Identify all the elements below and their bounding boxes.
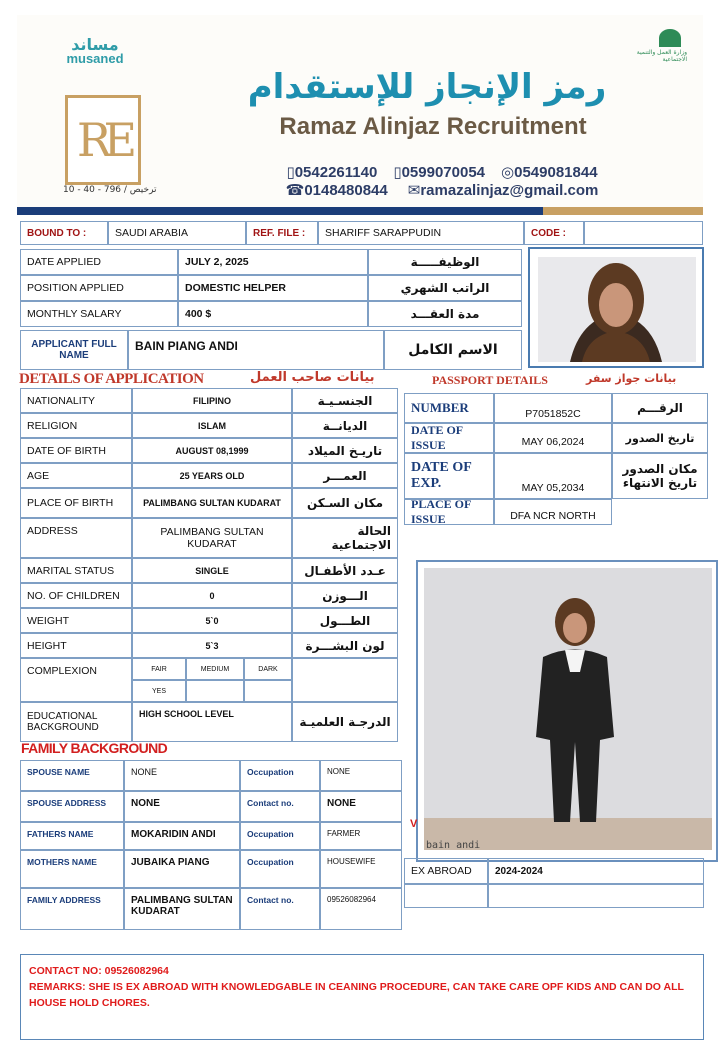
details-value: ISLAM	[132, 413, 292, 438]
family-sub-label: Contact no.	[240, 888, 320, 930]
family-sub-value: 09526082964	[320, 888, 402, 930]
details-value: 0	[132, 583, 292, 608]
phone-1: ▯0542261140	[286, 163, 378, 181]
details-ar-label: تاريـخ الميلاد	[292, 438, 398, 463]
passport-exp-ar	[612, 453, 708, 499]
details-label: ADDRESS	[20, 518, 132, 558]
date-applied-label: DATE APPLIED	[20, 249, 178, 275]
family-label: SPOUSE NAME	[20, 760, 124, 791]
contact-number: CONTACT NO: 09526082964	[29, 965, 169, 977]
details-value: 5`0	[132, 608, 292, 633]
family-value: JUBAIKA PIANG	[124, 850, 240, 888]
details-value: PALIMBANG SULTAN KUDARAT	[132, 488, 292, 518]
full-name-value: BAIN PIANG ANDI	[128, 330, 384, 370]
job-ar-label: الوظيفـــــة	[368, 249, 522, 275]
family-sub-value: FARMER	[320, 822, 402, 850]
details-value: AUGUST 08,1999	[132, 438, 292, 463]
bound-to-value: SAUDI ARABIA	[108, 221, 246, 245]
family-label: MOTHERS NAME	[20, 850, 124, 888]
details-value: PALIMBANG SULTAN KUDARAT	[132, 518, 292, 558]
telephone-icon: ☎	[285, 181, 305, 199]
education-value: HIGH SCHOOL LEVEL	[132, 702, 292, 742]
salary-ar-label: الراتب الشهري	[368, 275, 522, 301]
palm-icon	[659, 29, 681, 47]
salary-value: 400 $	[178, 301, 368, 327]
portrait-image	[530, 249, 702, 366]
email: ✉ramazalinjaz@gmail.com	[407, 181, 599, 199]
details-label: PLACE OF BIRTH	[20, 488, 132, 518]
complexion-ar-blank	[292, 658, 398, 702]
ex-abroad-empty-label	[404, 884, 488, 908]
family-sub-value: NONE	[320, 791, 402, 822]
family-sub-value: NONE	[320, 760, 402, 791]
license-text: 10 - 40 - 796 / ترخيص	[63, 185, 157, 195]
full-name-label: APPLICANT FULL NAME	[20, 330, 128, 370]
position-value: DOMESTIC HELPER	[178, 275, 368, 301]
passport-title-ar: بيانات جواز سفر	[586, 372, 677, 385]
passport-number-value: P7051852C	[494, 393, 612, 423]
education-label: EDUCATIONAL BACKGROUND	[20, 702, 132, 742]
musaned-logo: مساند musaned	[66, 35, 124, 66]
details-ar-label: الـــوزن	[292, 583, 398, 608]
contact-row	[207, 181, 677, 199]
phone-2: ▯0599070054	[393, 163, 486, 181]
details-label: NO. OF CHILDREN	[20, 583, 132, 608]
complexion-dark: DARK	[244, 658, 292, 680]
details-ar-label: الديانــة	[292, 413, 398, 438]
details-title-ar: بيانات صاحب العمل	[250, 370, 375, 385]
ref-file-label: REF. FILE :	[246, 221, 318, 245]
family-value: NONE	[124, 760, 240, 791]
details-label: HEIGHT	[20, 633, 132, 658]
details-label: WEIGHT	[20, 608, 132, 633]
passport-title: PASSPORT DETAILS	[432, 373, 548, 387]
details-label: DATE OF BIRTH	[20, 438, 132, 463]
family-sub-label: Occupation	[240, 850, 320, 888]
family-sub-label: Occupation	[240, 760, 320, 791]
bound-to-label: BOUND TO :	[20, 221, 108, 245]
ministry-logo: وزارة العمل والتنمية الاجتماعية	[617, 29, 687, 69]
ex-abroad-empty-value	[488, 884, 704, 908]
full-body-photo	[416, 560, 718, 862]
complexion-fair: FAIR	[132, 658, 186, 680]
details-ar-label: الجنسـيـة	[292, 388, 398, 413]
details-value: 25 YEARS OLD	[132, 463, 292, 488]
passport-place-label: PLACE OF ISSUE	[404, 499, 494, 525]
details-label: MARITAL STATUS	[20, 558, 132, 583]
ex-abroad-value: 2024-2024	[488, 858, 704, 884]
details-value: SINGLE	[132, 558, 292, 583]
mobile-icon: ▯	[393, 163, 402, 181]
family-sub-label: Contact no.	[240, 791, 320, 822]
full-body-image	[418, 562, 716, 860]
education-ar-label: الدرجـة العلميـة	[292, 702, 398, 742]
experience-mark: V	[410, 818, 418, 830]
family-label: SPOUSE ADDRESS	[20, 791, 124, 822]
expiry-date-ar: تاريخ الانتهاء	[622, 476, 698, 490]
phone-3: ◎0549081844	[501, 163, 598, 181]
photo-caption: bain andi	[426, 840, 481, 851]
family-sub-label: Occupation	[240, 822, 320, 850]
remarks-text: REMARKS: SHE IS EX ABROAD WITH KNOWLEDGABLE IN CEANING PROCEDURE, CAN TAKE CARE OPF KIDS AND CAN DO ALL HOUSE HOLD CHORES.	[29, 981, 684, 1009]
passport-issue-value: MAY 06,2024	[494, 423, 612, 453]
ref-file-value: SHARIFF SARAPPUDIN	[318, 221, 524, 245]
details-label: NATIONALITY	[20, 388, 132, 413]
code-value	[584, 221, 703, 245]
landline: ☎0148480844	[285, 181, 388, 199]
family-label: FATHERS NAME	[20, 822, 124, 850]
family-label: FAMILY ADDRESS	[20, 888, 124, 930]
salary-label: MONTHLY SALARY	[20, 301, 178, 327]
agency-logo: RE	[65, 95, 141, 185]
details-value: FILIPINO	[132, 388, 292, 413]
mobile-icon: ▯	[286, 163, 295, 181]
details-label: RELIGION	[20, 413, 132, 438]
agency-title-en: Ramaz Alinjaz Recruitment	[279, 113, 587, 140]
complexion-medium-empty	[186, 680, 244, 702]
passport-issue-label: DATE OF ISSUE	[404, 423, 494, 453]
details-ar-label: لون البشـــرة	[292, 633, 398, 658]
passport-exp-label: DATE OF EXP.	[404, 453, 494, 499]
complexion-label: COMPLEXION	[20, 658, 132, 702]
agency-banner	[17, 15, 703, 215]
full-name-ar-label: الاسم الكامل	[384, 330, 522, 370]
agency-title-ar: رمز الإنجاز للإستقدام	[247, 67, 607, 107]
complexion-dark-empty	[244, 680, 292, 702]
details-ar-label: الطـــول	[292, 608, 398, 633]
ex-abroad-label: EX ABROAD	[404, 858, 488, 884]
family-value: MOKARIDIN ANDI	[124, 822, 240, 850]
email-icon: ✉	[407, 181, 421, 199]
family-value: NONE	[124, 791, 240, 822]
contract-ar-label: مدة العقـــد	[368, 301, 522, 327]
portrait-photo	[528, 247, 704, 368]
details-ar-label: مكان السـكن	[292, 488, 398, 518]
date-applied-value: JULY 2, 2025	[178, 249, 368, 275]
complexion-fair-selected: YES	[132, 680, 186, 702]
code-label: CODE :	[524, 221, 584, 245]
details-ar-label: عـدد الأطفـال	[292, 558, 398, 583]
phone-row	[207, 163, 677, 181]
family-sub-value: HOUSEWIFE	[320, 850, 402, 888]
position-label: POSITION APPLIED	[20, 275, 178, 301]
passport-exp-value: MAY 05,2034	[494, 453, 612, 499]
passport-place-value: DFA NCR NORTH	[494, 499, 612, 525]
whatsapp-icon: ◎	[501, 163, 515, 181]
details-title: DETAILS OF APPLICATION	[19, 371, 204, 387]
remarks-box	[20, 954, 704, 1040]
details-label: AGE	[20, 463, 132, 488]
details-ar-label: الحالة الاجتماعية	[292, 518, 398, 558]
details-value: 5`3	[132, 633, 292, 658]
passport-number-label: NUMBER	[404, 393, 494, 423]
issue-place-ar: مكان الصدور	[622, 462, 698, 476]
complexion-medium: MEDIUM	[186, 658, 244, 680]
passport-number-ar: الرقـــم	[612, 393, 708, 423]
family-title: FAMILY BACKGROUND	[21, 740, 168, 756]
family-value: PALIMBANG SULTAN KUDARAT	[124, 888, 240, 930]
passport-issue-ar: تاريخ الصدور	[612, 423, 708, 453]
details-ar-label: العمـــر	[292, 463, 398, 488]
